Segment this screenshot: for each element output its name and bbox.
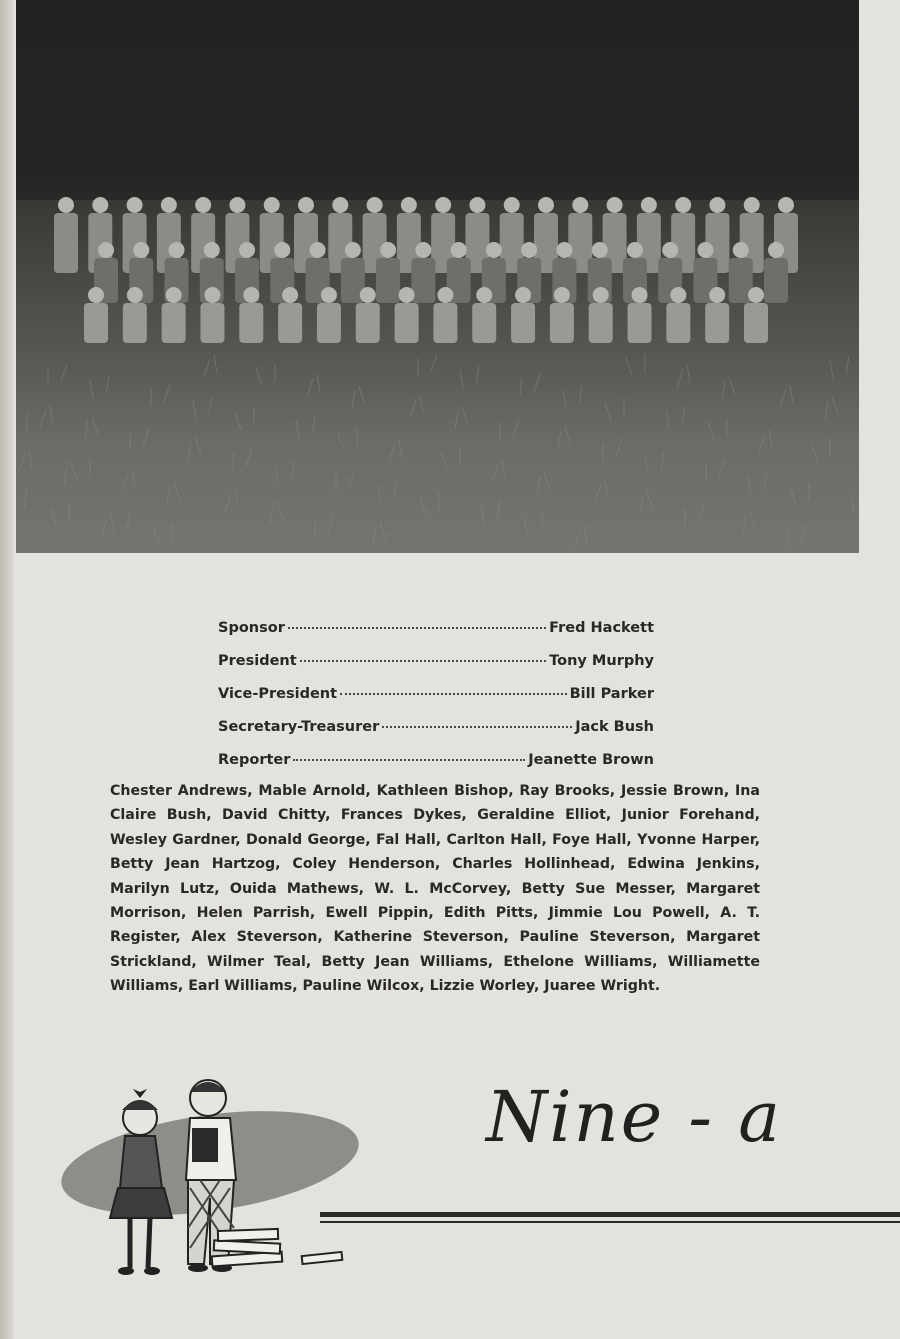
officer-title: Reporter (218, 752, 291, 768)
officer-name: Bill Parker (569, 686, 654, 702)
officers-list (218, 620, 654, 785)
officer-name: Jack Bush (575, 719, 654, 735)
officer-name: Fred Hackett (549, 620, 654, 636)
officer-name: Tony Murphy (549, 653, 654, 669)
students-reading-illustration (30, 1068, 370, 1283)
heading-rule (320, 1212, 900, 1217)
officer-row-sponsor (218, 620, 654, 653)
officer-row-secretary-treasurer (218, 719, 654, 752)
page-edge (0, 0, 14, 1339)
leader-dots (340, 693, 566, 695)
leader-dots (382, 726, 572, 728)
class-group-photo-figures (16, 0, 859, 553)
class-group-photo (16, 0, 859, 553)
leader-dots (288, 627, 546, 629)
officer-name: Jeanette Brown (528, 752, 654, 768)
heading-rule-thin (320, 1221, 900, 1223)
leader-dots (300, 660, 547, 662)
officer-title: Vice-President (218, 686, 338, 702)
class-roster: Chester Andrews, Mable Arnold, Kathleen Bishop, Ray Brooks, Jessie Brown, Ina Claire Bush, David Chitty, Frances Dykes, Geraldine Elliot, Junior Forehand, Wesley Gardner, Donald George, Fal Hall, Carlton Hall, Foye Hall, Yvonne Harper, Betty Jean Hartzog, Coley Henderson, Charles Hollinhead, Edwina Jenkins, Marilyn Lutz, Ouida Mathews, W. L. McCorvey, Betty Sue Messer, Margaret Morrison, Helen Parrish, Ewell Pippin, Edith Pitts, Jimmie Lou Powell, A. T. Register, Alex Steverson, Katherine Steverson, Pauline Steverson, Margaret Strickland, Wilmer Teal, Betty Jean Williams, Ethelone Williams, Williamette Williams, Earl Williams, Pauline Wilcox, Lizzie Worley, Juaree Wright. (110, 783, 760, 995)
leader-dots (293, 759, 525, 761)
officer-title: Secretary-Treasurer (218, 719, 380, 735)
class-heading: Nine - a (486, 1076, 783, 1158)
officer-row-president (218, 653, 654, 686)
officer-title: Sponsor (218, 620, 285, 636)
officer-title: President (218, 653, 297, 669)
officer-row-vice-president (218, 686, 654, 719)
